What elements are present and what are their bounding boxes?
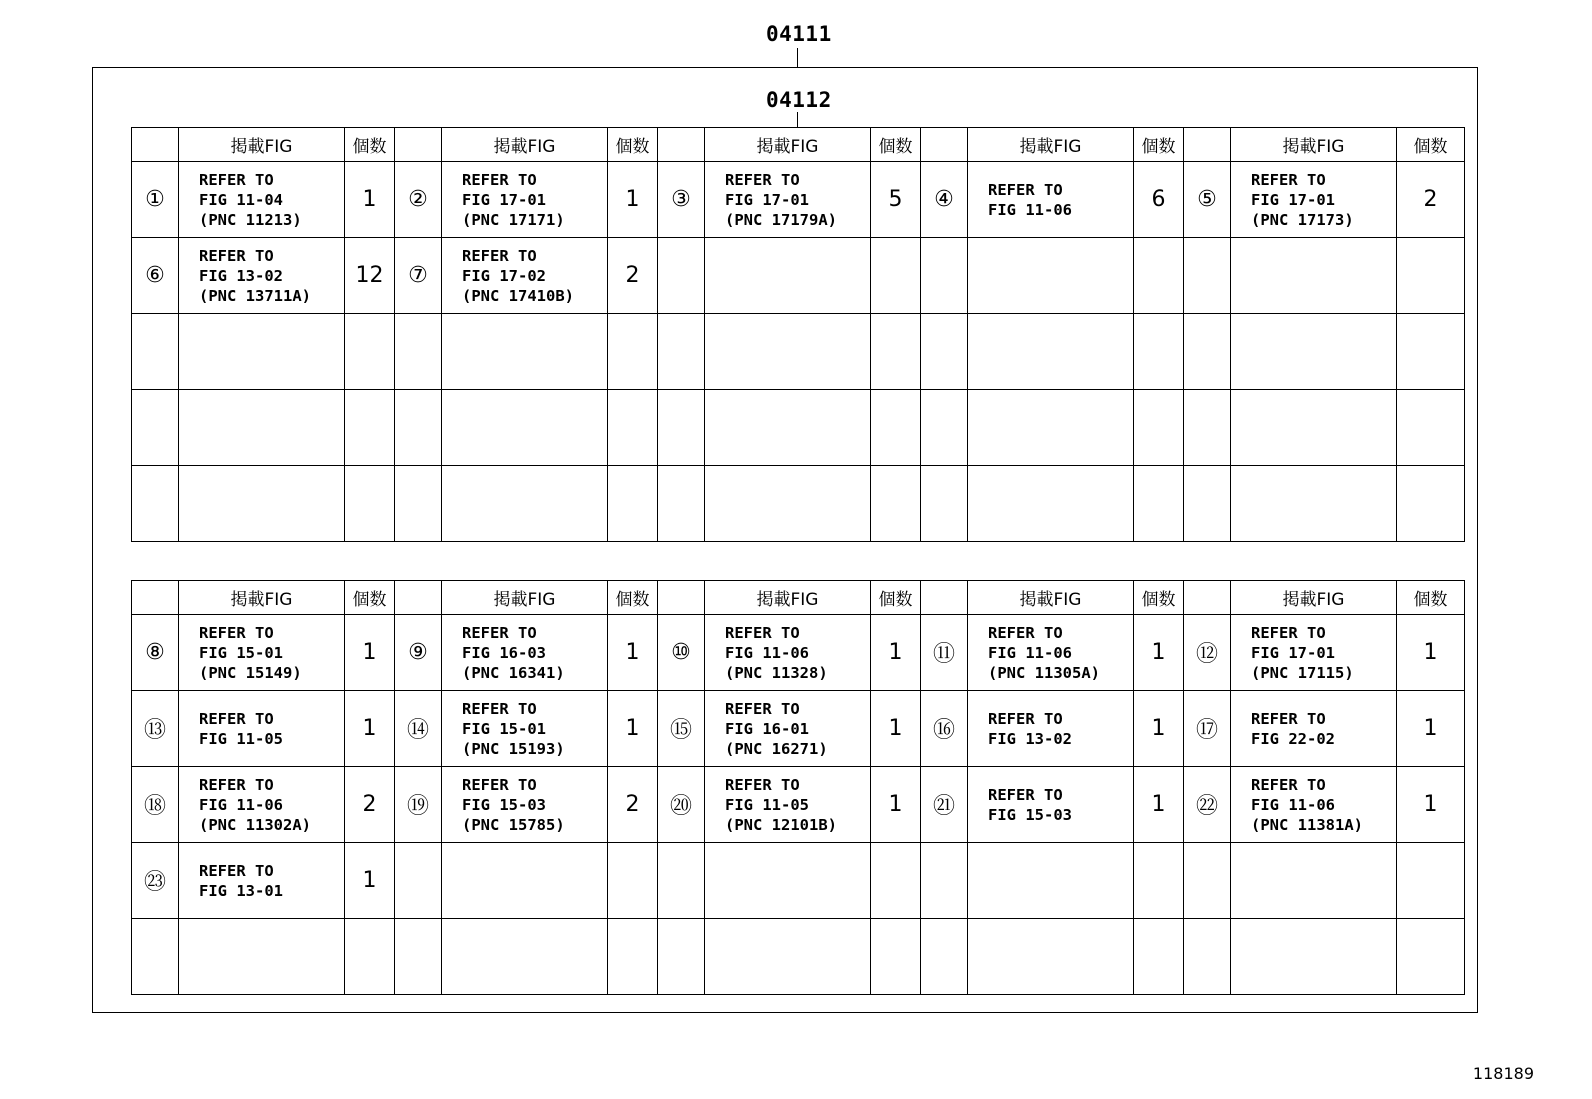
fig-reference-cell: [968, 691, 1134, 767]
fig-reference-cell: [442, 390, 608, 466]
header-fig-cell: 掲載FIG: [968, 581, 1134, 615]
fig-reference-cell: [705, 466, 871, 542]
header-number-cell: [1184, 128, 1231, 162]
header-fig-cell: 掲載FIG: [1231, 581, 1397, 615]
fig-reference-text: REFER TO FIG 11-06 (PNC 11302A): [199, 775, 311, 834]
item-number: [921, 314, 968, 390]
header-fig-cell: 掲載FIG: [442, 128, 608, 162]
fig-reference-cell: [442, 843, 608, 919]
quantity: [871, 466, 921, 542]
fig-reference-text: REFER TO FIG 15-03 (PNC 15785): [462, 775, 565, 834]
header-number-cell: [921, 581, 968, 615]
item-number: ㉒: [1184, 767, 1231, 843]
item-number: [1184, 466, 1231, 542]
quantity: [1134, 314, 1184, 390]
quantity: 1: [345, 162, 395, 238]
quantity: [1134, 843, 1184, 919]
header-fig-cell: 掲載FIG: [179, 581, 345, 615]
header-qty-cell: 個数: [871, 128, 921, 162]
item-number: ⑱: [132, 767, 179, 843]
assembly-label: 04111: [766, 22, 832, 46]
item-number: [658, 390, 705, 466]
fig-reference-cell: [968, 314, 1134, 390]
quantity: [1397, 466, 1465, 542]
fig-reference-cell: [1231, 919, 1397, 995]
item-number: ⑤: [1184, 162, 1231, 238]
fig-reference-text: REFER TO FIG 17-01 (PNC 17115): [1251, 623, 1354, 682]
fig-reference-cell: [705, 390, 871, 466]
header-fig-cell: 掲載FIG: [705, 581, 871, 615]
quantity: [1134, 390, 1184, 466]
table-row: [132, 615, 1465, 691]
quantity: 1: [608, 691, 658, 767]
quantity: [1134, 919, 1184, 995]
quantity: [608, 466, 658, 542]
fig-reference-cell: [968, 767, 1134, 843]
fig-reference-text: REFER TO FIG 11-06 (PNC 11328): [725, 623, 828, 682]
item-number: [1184, 314, 1231, 390]
header-qty-cell: 個数: [345, 128, 395, 162]
fig-reference-text: REFER TO FIG 11-05 (PNC 12101B): [725, 775, 837, 834]
quantity: [608, 314, 658, 390]
fig-reference-cell: [1231, 615, 1397, 691]
quantity: 5: [871, 162, 921, 238]
item-number: [132, 919, 179, 995]
fig-reference-cell: [705, 162, 871, 238]
fig-reference-cell: [442, 238, 608, 314]
fig-reference-cell: [179, 466, 345, 542]
item-number: ⑪: [921, 615, 968, 691]
assembly-leader-line: [797, 48, 798, 67]
item-number: [395, 314, 442, 390]
quantity: [1397, 390, 1465, 466]
table-row: [132, 919, 1465, 995]
item-number: ②: [395, 162, 442, 238]
fig-reference-text: REFER TO FIG 15-01 (PNC 15193): [462, 699, 565, 758]
fig-reference-text: REFER TO FIG 11-06 (PNC 11305A): [988, 623, 1100, 682]
item-number: ⑬: [132, 691, 179, 767]
header-qty-cell: 個数: [1397, 128, 1465, 162]
quantity: [1397, 843, 1465, 919]
item-number: [1184, 238, 1231, 314]
item-number: [658, 314, 705, 390]
quantity: 2: [608, 767, 658, 843]
fig-reference-cell: [179, 238, 345, 314]
quantity: 1: [608, 615, 658, 691]
fig-reference-cell: [442, 767, 608, 843]
item-number: [132, 466, 179, 542]
quantity: [608, 919, 658, 995]
fig-reference-cell: [968, 843, 1134, 919]
fig-reference-text: REFER TO FIG 15-03: [988, 785, 1072, 824]
quantity: [345, 919, 395, 995]
quantity: [871, 843, 921, 919]
quantity: [608, 390, 658, 466]
table-row: [132, 691, 1465, 767]
table-row: [132, 843, 1465, 919]
fig-reference-cell: [442, 615, 608, 691]
header-fig-cell: 掲載FIG: [968, 128, 1134, 162]
header-qty-cell: 個数: [1397, 581, 1465, 615]
quantity: 1: [1397, 691, 1465, 767]
parts-table-2: [131, 580, 1465, 995]
item-number: [1184, 390, 1231, 466]
fig-reference-text: REFER TO FIG 17-02 (PNC 17410B): [462, 246, 574, 305]
fig-reference-cell: [442, 691, 608, 767]
fig-reference-cell: [179, 767, 345, 843]
item-number: ㉑: [921, 767, 968, 843]
quantity: [1397, 314, 1465, 390]
quantity: 6: [1134, 162, 1184, 238]
item-number: ⑳: [658, 767, 705, 843]
fig-reference-cell: [705, 767, 871, 843]
header-number-cell: [132, 581, 179, 615]
fig-reference-cell: [442, 466, 608, 542]
fig-reference-cell: [968, 466, 1134, 542]
fig-reference-cell: [705, 314, 871, 390]
item-number: [921, 466, 968, 542]
item-number: [395, 390, 442, 466]
fig-reference-cell: [1231, 314, 1397, 390]
fig-reference-text: REFER TO FIG 17-01 (PNC 17171): [462, 170, 565, 229]
item-number: ⑫: [1184, 615, 1231, 691]
fig-reference-text: REFER TO FIG 11-05: [199, 709, 283, 748]
fig-reference-cell: [968, 238, 1134, 314]
item-number: [395, 919, 442, 995]
item-number: [132, 314, 179, 390]
item-number: ①: [132, 162, 179, 238]
quantity: 1: [1134, 691, 1184, 767]
quantity: [1397, 238, 1465, 314]
fig-reference-cell: [179, 390, 345, 466]
fig-reference-text: REFER TO FIG 11-06: [988, 180, 1072, 219]
quantity: [871, 314, 921, 390]
header-number-cell: [132, 128, 179, 162]
header-fig-cell: 掲載FIG: [442, 581, 608, 615]
fig-reference-cell: [968, 919, 1134, 995]
quantity: [1134, 466, 1184, 542]
quantity: [345, 466, 395, 542]
item-number: [658, 843, 705, 919]
quantity: [1397, 919, 1465, 995]
item-number: ⑭: [395, 691, 442, 767]
sub-assembly-leader-line: [797, 112, 798, 127]
table-row: [132, 767, 1465, 843]
header-fig-cell: 掲載FIG: [1231, 128, 1397, 162]
header-row: [132, 581, 1465, 615]
item-number: [132, 390, 179, 466]
fig-reference-text: REFER TO FIG 17-01 (PNC 17179A): [725, 170, 837, 229]
item-number: [658, 919, 705, 995]
item-number: ⑥: [132, 238, 179, 314]
header-qty-cell: 個数: [608, 581, 658, 615]
quantity: 1: [871, 767, 921, 843]
quantity: 1: [1397, 767, 1465, 843]
item-number: [1184, 919, 1231, 995]
item-number: ⑩: [658, 615, 705, 691]
fig-reference-cell: [442, 162, 608, 238]
fig-reference-cell: [442, 314, 608, 390]
quantity: 2: [1397, 162, 1465, 238]
header-row: [132, 128, 1465, 162]
item-number: ㉓: [132, 843, 179, 919]
illustration-number: 118189: [1472, 1064, 1534, 1083]
quantity: 2: [345, 767, 395, 843]
fig-reference-cell: [442, 919, 608, 995]
table-row: [132, 238, 1465, 314]
item-number: [658, 238, 705, 314]
header-qty-cell: 個数: [608, 128, 658, 162]
item-number: [921, 919, 968, 995]
item-number: ⑮: [658, 691, 705, 767]
header-fig-cell: 掲載FIG: [705, 128, 871, 162]
quantity: [345, 390, 395, 466]
header-fig-cell: 掲載FIG: [179, 128, 345, 162]
fig-reference-text: REFER TO FIG 13-02: [988, 709, 1072, 748]
quantity: 1: [871, 615, 921, 691]
item-number: ⑰: [1184, 691, 1231, 767]
item-number: [1184, 843, 1231, 919]
quantity: [871, 238, 921, 314]
item-number: [921, 238, 968, 314]
quantity: 1: [1134, 615, 1184, 691]
fig-reference-cell: [1231, 843, 1397, 919]
fig-reference-text: REFER TO FIG 13-02 (PNC 13711A): [199, 246, 311, 305]
header-number-cell: [921, 128, 968, 162]
item-number: ⑧: [132, 615, 179, 691]
quantity: [1134, 238, 1184, 314]
item-number: ④: [921, 162, 968, 238]
fig-reference-cell: [968, 162, 1134, 238]
fig-reference-cell: [179, 615, 345, 691]
quantity: 2: [608, 238, 658, 314]
fig-reference-text: REFER TO FIG 17-01 (PNC 17173): [1251, 170, 1354, 229]
quantity: [871, 390, 921, 466]
table-row: [132, 466, 1465, 542]
quantity: 1: [871, 691, 921, 767]
header-number-cell: [1184, 581, 1231, 615]
fig-reference-cell: [705, 919, 871, 995]
quantity: 1: [1134, 767, 1184, 843]
fig-reference-cell: [968, 615, 1134, 691]
fig-reference-cell: [705, 843, 871, 919]
item-number: ⑨: [395, 615, 442, 691]
fig-reference-cell: [705, 238, 871, 314]
header-qty-cell: 個数: [1134, 581, 1184, 615]
fig-reference-cell: [179, 919, 345, 995]
item-number: [395, 843, 442, 919]
fig-reference-text: REFER TO FIG 15-01 (PNC 15149): [199, 623, 302, 682]
quantity: 1: [345, 691, 395, 767]
item-number: [395, 466, 442, 542]
fig-reference-cell: [1231, 691, 1397, 767]
quantity: 1: [1397, 615, 1465, 691]
item-number: [658, 466, 705, 542]
fig-reference-cell: [179, 314, 345, 390]
item-number: ⑯: [921, 691, 968, 767]
quantity: 12: [345, 238, 395, 314]
fig-reference-cell: [705, 691, 871, 767]
item-number: [921, 390, 968, 466]
fig-reference-cell: [1231, 767, 1397, 843]
fig-reference-text: REFER TO FIG 16-01 (PNC 16271): [725, 699, 828, 758]
quantity: [345, 314, 395, 390]
fig-reference-cell: [1231, 466, 1397, 542]
item-number: [921, 843, 968, 919]
table-row: [132, 162, 1465, 238]
quantity: 1: [608, 162, 658, 238]
quantity: [871, 919, 921, 995]
header-number-cell: [395, 128, 442, 162]
quantity: [608, 843, 658, 919]
fig-reference-text: REFER TO FIG 13-01: [199, 861, 283, 900]
header-qty-cell: 個数: [345, 581, 395, 615]
item-number: ⑲: [395, 767, 442, 843]
header-qty-cell: 個数: [1134, 128, 1184, 162]
item-number: ③: [658, 162, 705, 238]
header-number-cell: [658, 581, 705, 615]
quantity: 1: [345, 615, 395, 691]
parts-table-1: [131, 127, 1465, 542]
item-number: ⑦: [395, 238, 442, 314]
table-row: [132, 314, 1465, 390]
header-number-cell: [395, 581, 442, 615]
fig-reference-cell: [968, 390, 1134, 466]
fig-reference-cell: [179, 162, 345, 238]
fig-reference-cell: [705, 615, 871, 691]
fig-reference-text: REFER TO FIG 11-04 (PNC 11213): [199, 170, 302, 229]
fig-reference-cell: [1231, 162, 1397, 238]
sub-assembly-label: 04112: [766, 88, 832, 112]
fig-reference-text: REFER TO FIG 22-02: [1251, 709, 1335, 748]
fig-reference-text: REFER TO FIG 11-06 (PNC 11381A): [1251, 775, 1363, 834]
fig-reference-cell: [1231, 238, 1397, 314]
fig-reference-cell: [179, 843, 345, 919]
quantity: 1: [345, 843, 395, 919]
header-qty-cell: 個数: [871, 581, 921, 615]
table-row: [132, 390, 1465, 466]
header-number-cell: [658, 128, 705, 162]
fig-reference-cell: [179, 691, 345, 767]
fig-reference-cell: [1231, 390, 1397, 466]
fig-reference-text: REFER TO FIG 16-03 (PNC 16341): [462, 623, 565, 682]
